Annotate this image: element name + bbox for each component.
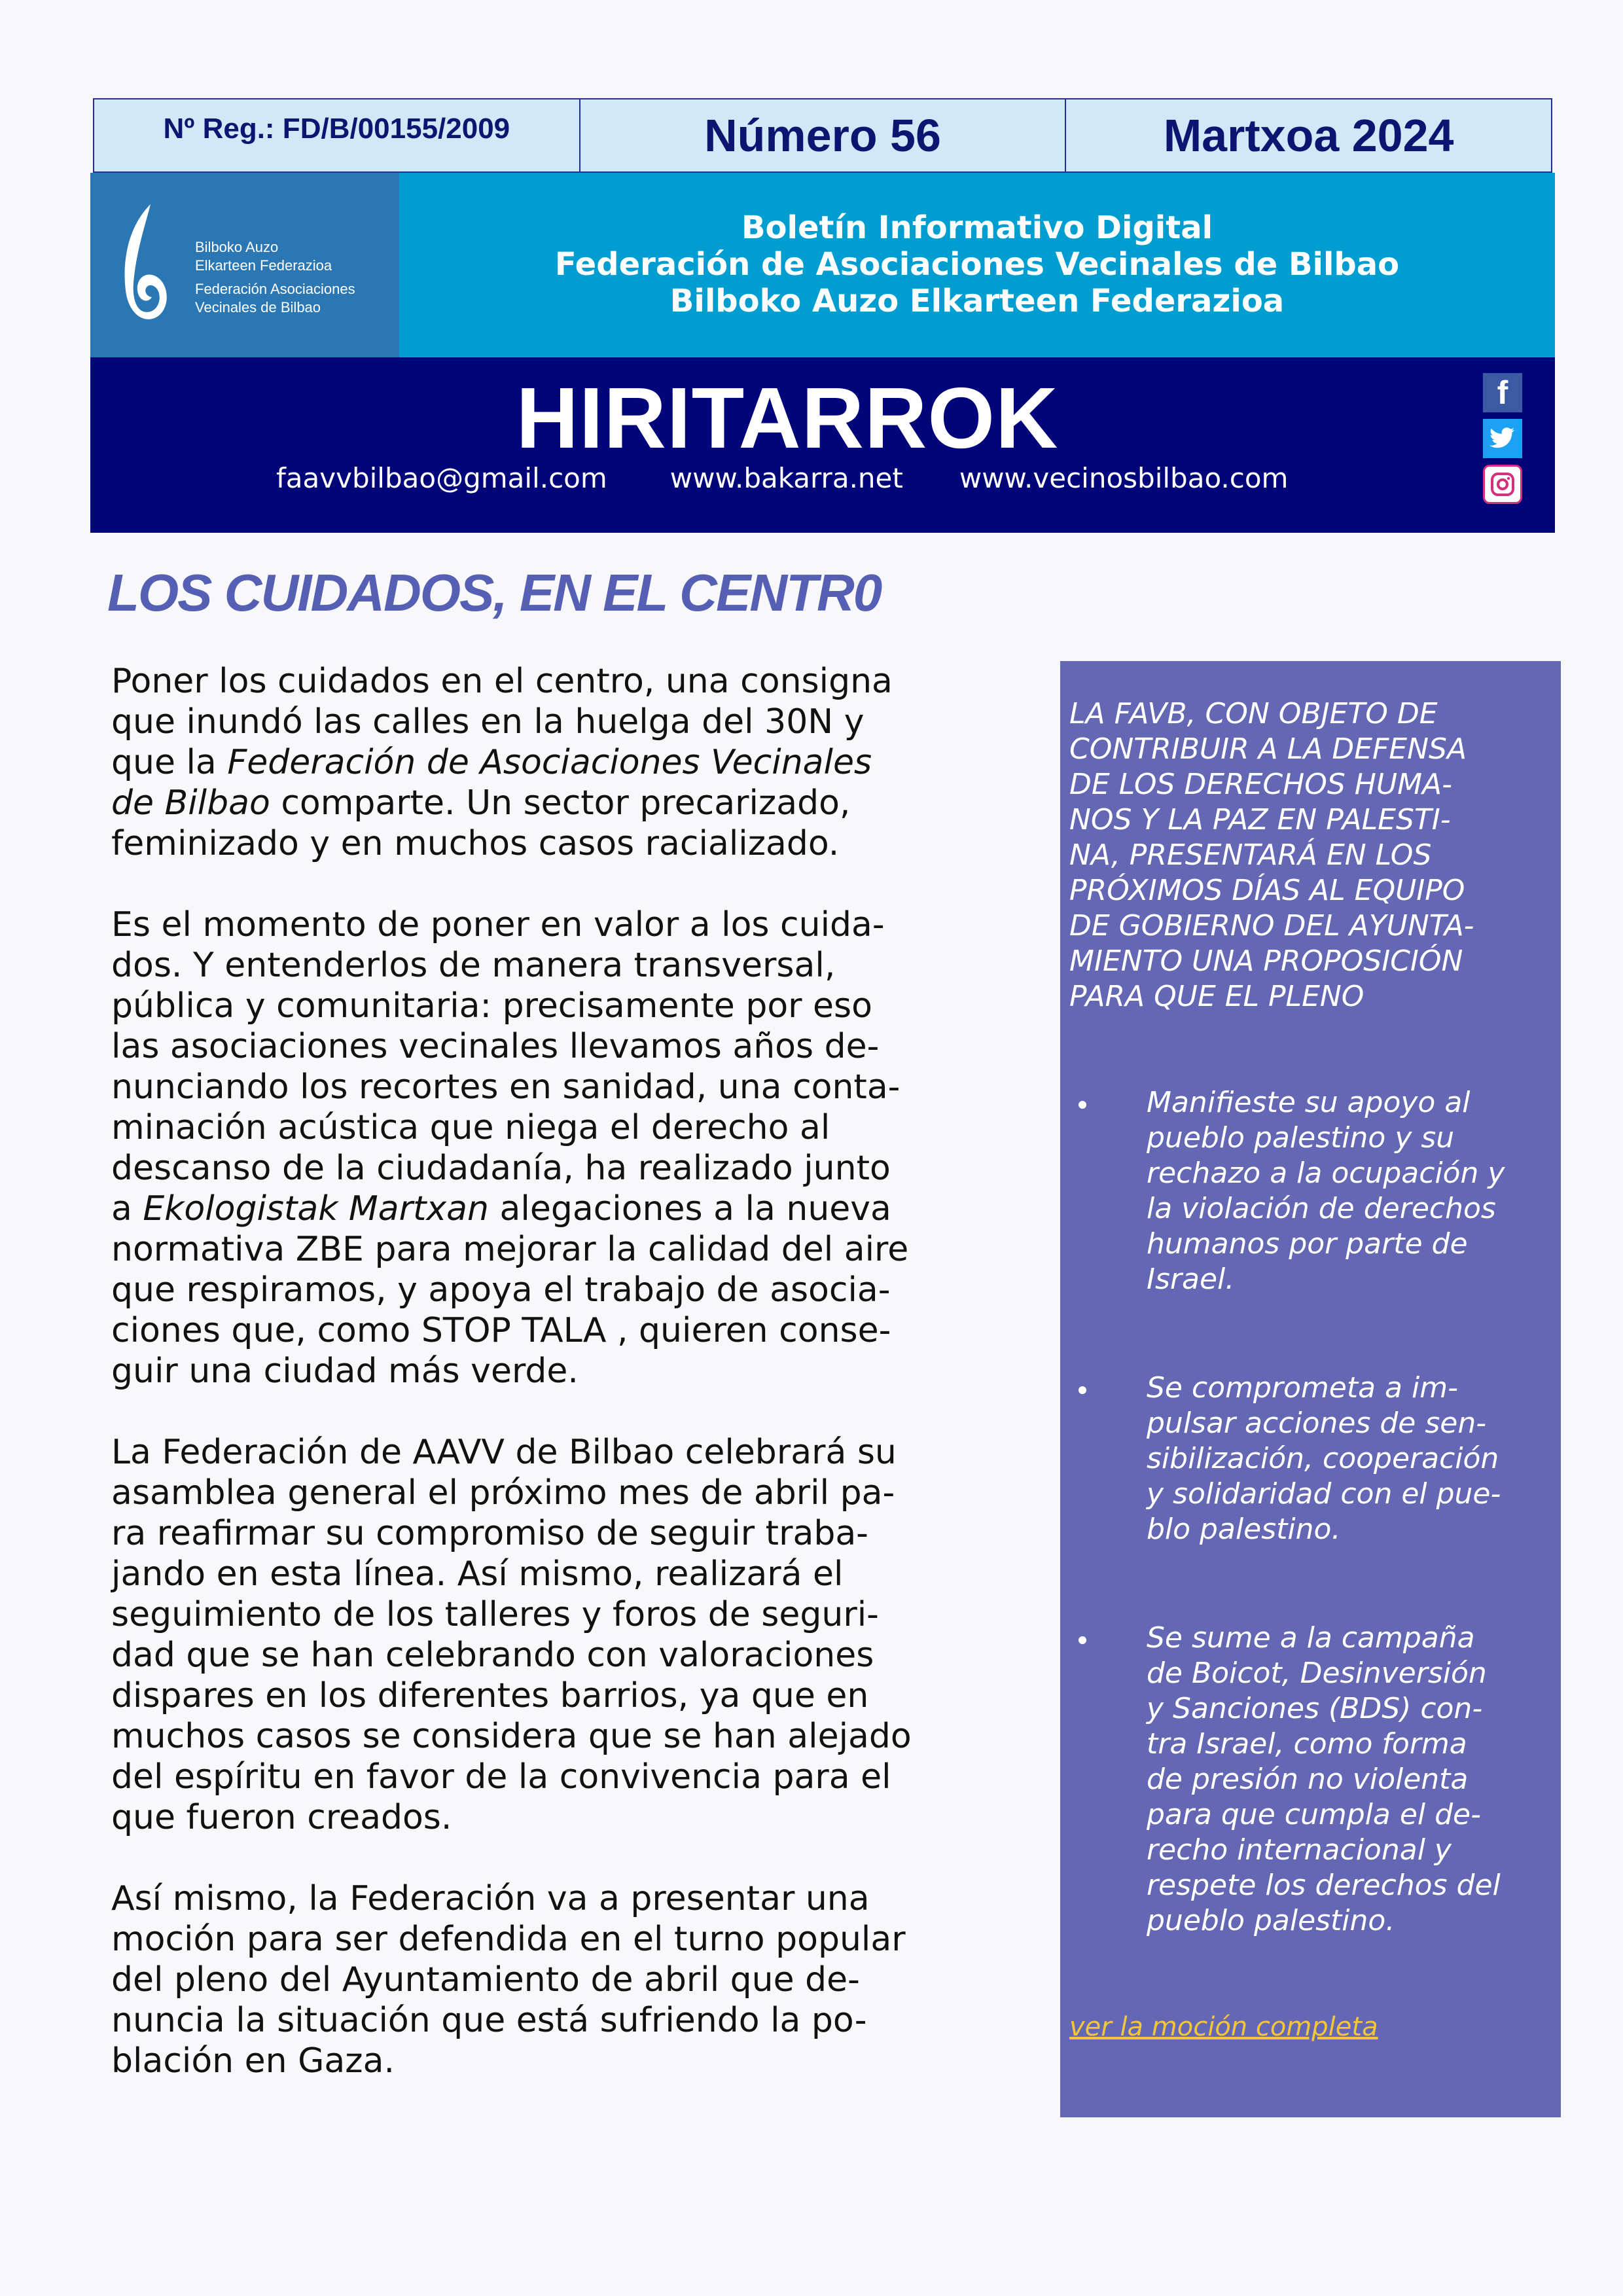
text-line: descanso de la ciudadanía, ha realizado junto <box>111 1149 891 1188</box>
full-motion-link[interactable]: ver la moción completa <box>1069 2012 1378 2042</box>
text-line: CONTRIBUIR A LA DEFENSA <box>1069 732 1467 766</box>
text-line: Se comprometa a im- <box>1147 1371 1458 1405</box>
bulletin-title <box>399 209 1555 319</box>
contact-links <box>276 462 1288 494</box>
text-line: dispares en los diferentes barrios, ya que en <box>111 1676 869 1715</box>
sidebar-intro <box>1069 696 1552 1014</box>
text-line: seguimiento de los talleres y foros de seguri- <box>111 1595 879 1634</box>
issue-number: Número 56 <box>580 99 1067 171</box>
text-line: nuncia la situación que está sufriendo la po- <box>111 2001 867 2040</box>
palestine-sidebar <box>1060 661 1561 2117</box>
text-line: Es el momento de poner en valor a los cuida- <box>111 905 885 944</box>
text-line: para que cumpla el de- <box>1147 1798 1482 1831</box>
bullet-icon <box>1079 1636 1086 1644</box>
text-run-italic: Federación de Asociaciones Vecinales <box>227 743 872 782</box>
text-line: blación en Gaza. <box>111 2041 395 2081</box>
article-headline: LOS CUIDADOS, EN EL CENTR0 <box>107 564 882 622</box>
text-line: respete los derechos del <box>1147 1869 1501 1902</box>
text-run: que la <box>111 743 228 782</box>
list-item <box>1069 1621 1552 1939</box>
twitter-icon[interactable] <box>1483 419 1522 458</box>
text-run: comparte. Un sector precarizado, <box>270 783 851 823</box>
list-item <box>1069 1371 1552 1547</box>
text-line: rechazo a la ocupación y <box>1147 1157 1505 1190</box>
text-line: ciones que, como STOP TALA , quieren conse- <box>111 1311 891 1350</box>
text-line: MIENTO UNA PROPOSICIÓN <box>1069 944 1463 978</box>
registration-number: Nº Reg.: FD/B/00155/2009 <box>94 99 580 171</box>
text-line: y Sanciones (BDS) con- <box>1147 1692 1483 1725</box>
text-line: Poner los cuidados en el centro, una consigna <box>111 662 893 701</box>
text-line: PARA QUE EL PLENO <box>1069 980 1364 1013</box>
logo-line: Bilboko Auzo <box>195 239 279 255</box>
text-line: feminizado y en muchos casos racializado. <box>111 824 840 863</box>
text-line: asamblea general el próximo mes de abril pa- <box>111 1473 895 1513</box>
text-line: que respiramos, y apoya el trabajo de asocia- <box>111 1270 891 1310</box>
text-line: NOS Y LA PAZ EN PALESTI- <box>1069 803 1451 836</box>
text-line: y solidaridad con el pue- <box>1147 1477 1501 1511</box>
text-line: pública y comunitaria: precisamente por eso <box>111 986 872 1026</box>
paragraph-1 <box>111 661 1041 864</box>
text-line: ra reafirmar su compromiso de seguir traba- <box>111 1514 868 1553</box>
article-body <box>111 661 1041 2122</box>
text-line: dos. Y entenderlos de manera transversal, <box>111 946 836 985</box>
text-line: sibilización, cooperación <box>1147 1442 1499 1475</box>
bulletin-title-line: Federación de Asociaciones Vecinales de Bilbao <box>554 246 1400 283</box>
issue-date: Martxoa 2024 <box>1163 110 1454 161</box>
email-link[interactable]: faavvbilbao@gmail.com <box>276 462 607 494</box>
logo-mark-icon <box>110 199 175 330</box>
masthead <box>90 357 1555 533</box>
text-line: jando en esta línea. Así mismo, realizará el <box>111 1554 844 1594</box>
registry-bar <box>93 98 1552 173</box>
text-line: recho internacional y <box>1147 1833 1452 1867</box>
text-line: DE LOS DERECHOS HUMA- <box>1069 768 1453 801</box>
text-line: del espíritu en favor de la convivencia para el <box>111 1757 891 1797</box>
text-line: moción para ser defendida en el turno popular <box>111 1920 906 1959</box>
text-line: del pleno del Ayuntamiento de abril que de- <box>111 1960 860 2000</box>
text-run-italic: Ekologistak Martxan <box>143 1189 489 1229</box>
text-line: Así mismo, la Federación va a presentar una <box>111 1879 870 1918</box>
text-line: humanos por parte de <box>1147 1227 1468 1261</box>
text-line: normativa ZBE para mejorar la calidad del aire <box>111 1230 909 1269</box>
logo-line: Vecinales de Bilbao <box>195 299 321 315</box>
text-line: guir una ciudad más verde. <box>111 1352 579 1391</box>
text-line: muchos casos se considera que se han alejado <box>111 1717 912 1756</box>
text-line: las asociaciones vecinales llevamos años de- <box>111 1027 880 1066</box>
newsletter-title: HIRITARROK <box>516 370 1059 466</box>
logo-line: Federación Asociaciones <box>195 281 355 297</box>
website-link-bakarra[interactable]: www.bakarra.net <box>669 462 903 494</box>
text-line: PRÓXIMOS DÍAS AL EQUIPO <box>1069 874 1465 907</box>
text-line: que inundó las calles en la huelga del 30N y <box>111 702 865 742</box>
text-run: a <box>111 1189 143 1229</box>
text-run: alegaciones a la nueva <box>489 1189 891 1229</box>
facebook-icon[interactable]: f <box>1483 373 1522 412</box>
website-link-vecinos[interactable]: www.vecinosbilbao.com <box>959 462 1289 494</box>
text-line: DE GOBIERNO DEL AYUNTA- <box>1069 909 1474 942</box>
text-line: de Boicot, Desinversión <box>1147 1657 1487 1690</box>
text-line: Israel. <box>1147 1263 1235 1296</box>
text-line: pueblo palestino y su <box>1147 1121 1455 1155</box>
bullet-icon <box>1079 1101 1086 1109</box>
paragraph-3 <box>111 1432 1041 1838</box>
text-line: la violación de derechos <box>1147 1192 1496 1225</box>
text-line <box>111 1189 1041 1229</box>
text-line: que fueron creados. <box>111 1798 452 1837</box>
text-line: minación acústica que niega el derecho al <box>111 1108 830 1147</box>
paragraph-4 <box>111 1878 1041 2081</box>
text-line: de presión no violenta <box>1147 1763 1469 1796</box>
paragraph-2 <box>111 905 1041 1391</box>
text-line: pulsar acciones de sen- <box>1147 1407 1487 1440</box>
text-line: La Federación de AAVV de Bilbao celebrará su <box>111 1433 897 1472</box>
text-line: Manifieste su apoyo al <box>1147 1086 1471 1119</box>
text-line: dad que se han celebrando con valoraciones <box>111 1636 874 1675</box>
federation-logo <box>90 173 399 357</box>
instagram-icon[interactable] <box>1483 465 1522 504</box>
bulletin-title-line: Boletín Informativo Digital <box>741 209 1213 246</box>
logo-divider <box>195 275 355 280</box>
header-band <box>90 173 1555 357</box>
social-icons <box>1483 373 1525 511</box>
logo-text <box>195 238 355 317</box>
text-line: blo palestino. <box>1147 1513 1341 1546</box>
bulletin-title-line: Bilboko Auzo Elkarteen Federazioa <box>669 283 1285 319</box>
text-line: pueblo palestino. <box>1147 1904 1395 1937</box>
text-line: NA, PRESENTARÁ EN LOS <box>1069 838 1432 872</box>
text-line: tra Israel, como forma <box>1147 1727 1467 1761</box>
list-item <box>1069 1085 1552 1297</box>
logo-line: Elkarteen Federazioa <box>195 257 332 274</box>
text-line: Se sume a la campaña <box>1147 1621 1475 1655</box>
text-line: LA FAVB, CON OBJETO DE <box>1069 697 1438 730</box>
text-line <box>111 742 1041 783</box>
text-run-italic: de Bilbao <box>111 783 270 823</box>
text-line <box>111 783 1041 823</box>
text-line: nunciando los recortes en sanidad, una conta- <box>111 1067 901 1107</box>
bullet-icon <box>1079 1386 1086 1394</box>
